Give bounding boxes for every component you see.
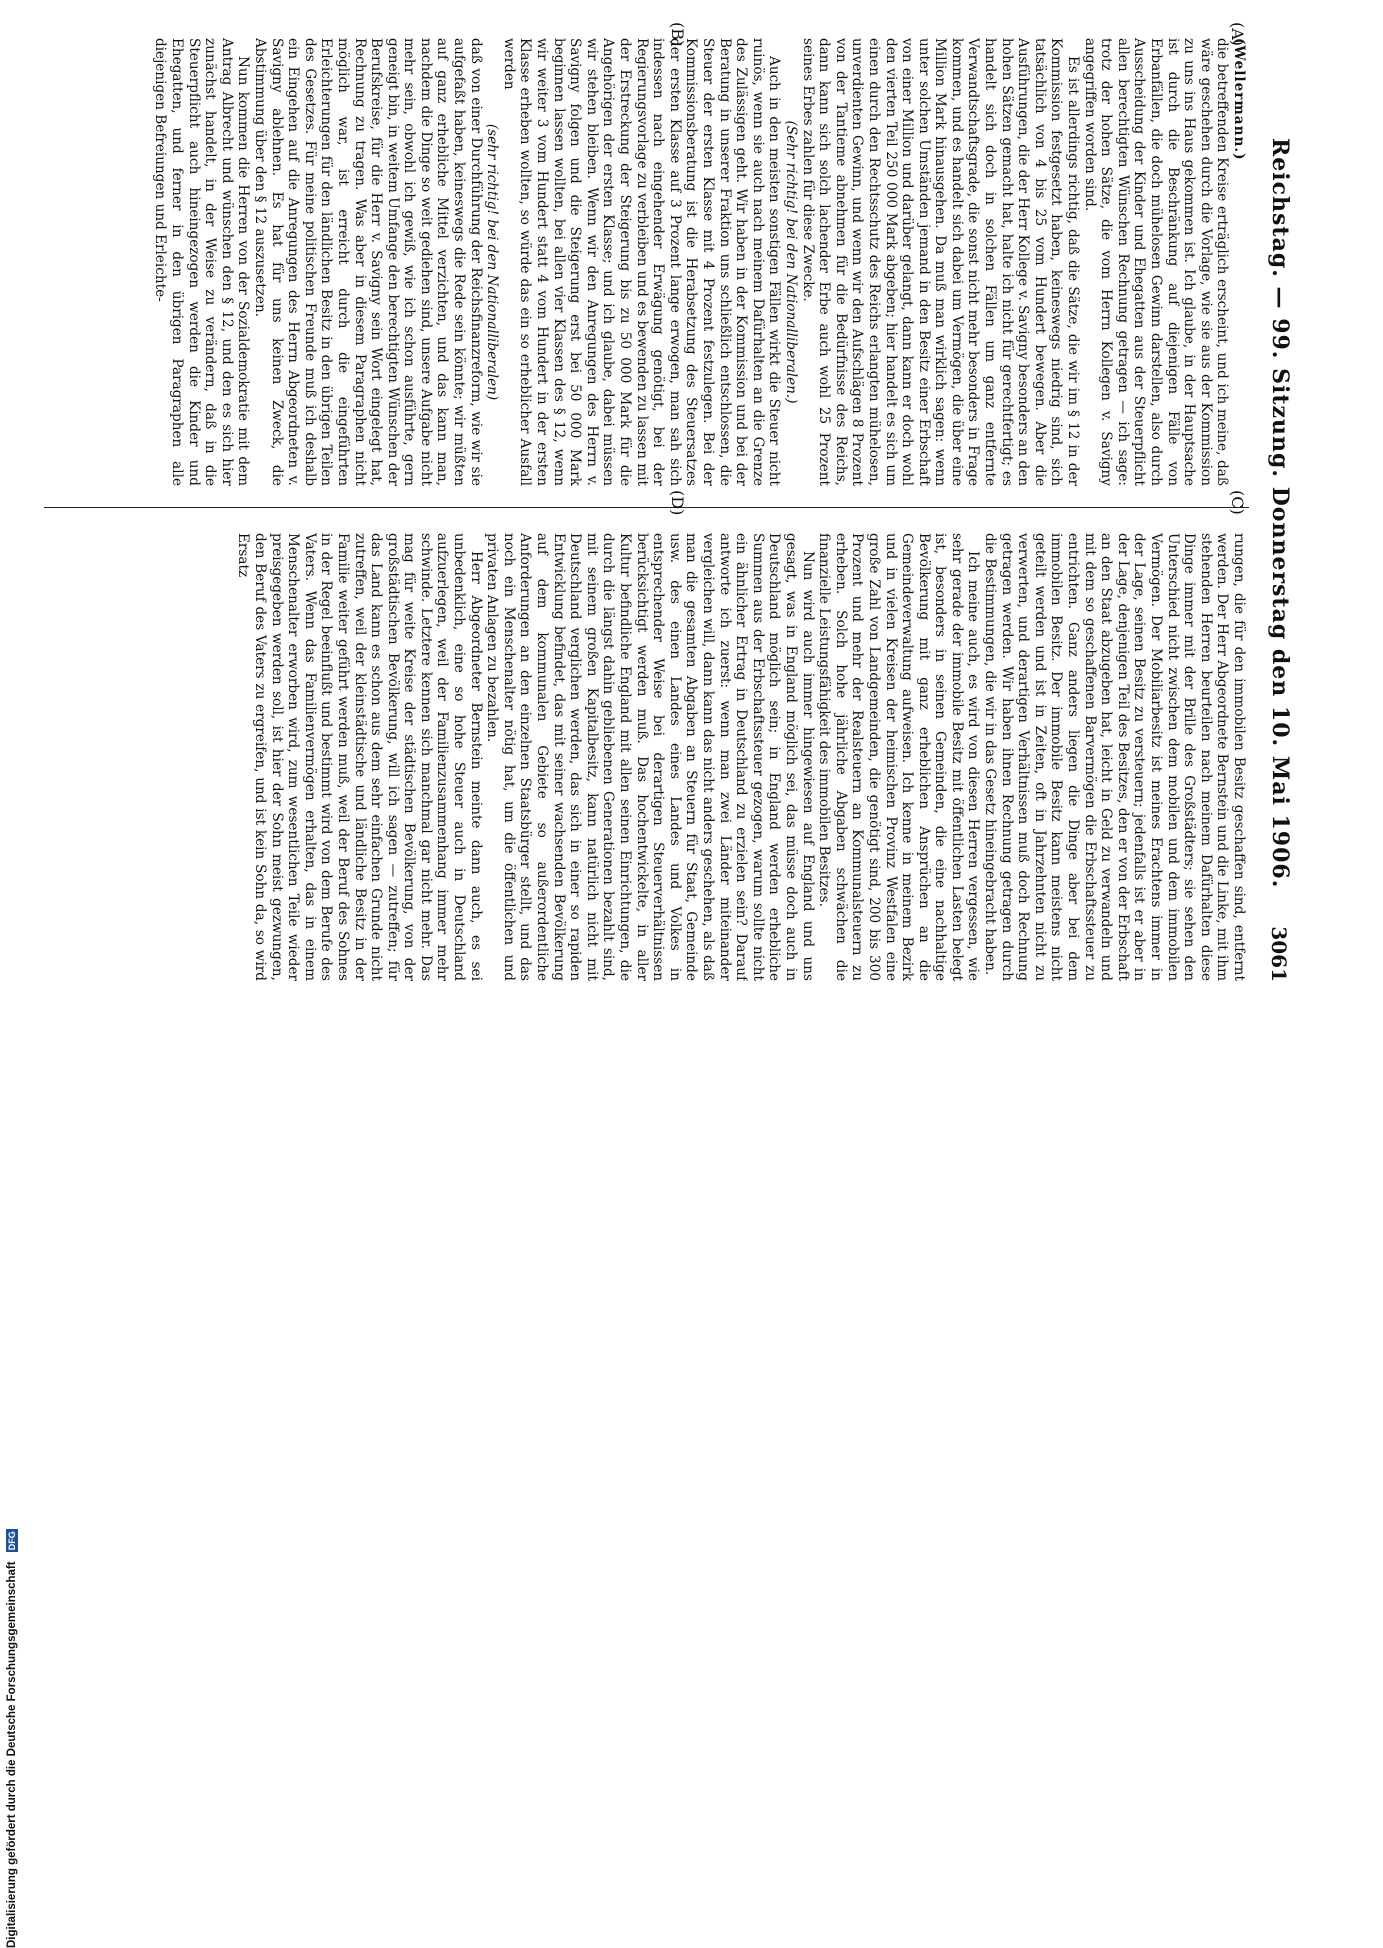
margin-mark-b: (B) xyxy=(668,22,687,47)
column-divider xyxy=(44,507,1249,508)
interjection: (sehr richtig! bei den Nationalliberalen) xyxy=(484,123,501,401)
interjection: (Sehr richtig! bei den Nationalliberalen.) xyxy=(782,120,799,404)
paragraph: Ich meine auch, es wird von diesen Herren vergessen, wie sehr gerade der immobile Besitz mit öffentlichen Lasten belegt ist, besonders in seinen Gemeinden, die eine nachhaltige Bevölkerung mit ganz erheblichen Ansprüchen an die Gemeindeverwaltung aufweisen. Ich kenne in meinem Bezirk und in vielen Kreisen der heimischen Provinz Westfalen eine große Zahl von Landgemeinden, die genötigt sind, 200 bis 300 Prozent und mehr der Realsteuern an Kommunalsteuern zu erheben. Solch hohe jährliche Abgaben schwächen die finanzielle Leistungsfähigkeit des immobilen Besitzes. xyxy=(816,533,982,981)
paragraph: Nun wird auch immer hingewiesen auf England und uns gesagt, was in England möglich sei, das müsse doch auch in Deutschland möglich sein; in England werden erhebliche Summen aus der Erbschaftssteuer gezogen, warum sollte nicht ein ähnlicher Ertrag in Deutschland zu erzielen sein? Darauf antworte ich zuerst: wenn man zwei Länder miteinander vergleichen will, dann kann das nicht anders geschehen, als daß man die gesamten Abgaben an Steuern für Staat, Gemeinde usw. des einen Landes eines Landes und Volkes in entsprechender Weise bei derartigen Steuerverhältnissen berücksichtigt werden muß. Das hochentwickelte, in aller Kultur befindliche England mit allen seinen Einrichtungen, die durch die längst dahin gebliebenen Generationen bezahlt sind, mit seinem großen Kapitalbesitz, kann natürlich nicht mit Deutschland verglichen werden, das sich in einer so rapiden Entwicklung befindet, das mit seiner wachsenden Bevölkerung auf dem kommunalen Gebiete so außerordentliche Anforderungen an den einzelnen Staatsbürger stellt, und das noch ein Menschenalter nötig hat, um die öffentlichen und privaten Anlagen zu bezahlen. xyxy=(484,533,816,981)
paragraph: Auch in den meisten sonstigen Fällen wirkt die Steuer nicht ruinös, wenn sie auch nach meinem Dafürhalten an die Grenze des Zulässigen geht. Wir haben in der Kommission und bei der Beratung in unserer Fraktion uns schließlich entschlossen, die Steuer der ersten Klasse mit 4 Prozent festzulegen. Bei der Kommissionsberatung ist die Herabsetzung des Steuersatzes der ersten Klasse auf 3 Prozent lange erwogen, man sah sich indessen nach eingehender Erwägung genötigt, bei der Regierungsvorlage zu verbleiben und es bewenden zu lassen mit der Erstreckung der Steigerung bis zu 50 000 Mark für die Angehörigen der ersten Klasse; und ich glaube, dabei müssen wir stehen bleiben. Wenn wir den Anregungen des Herrn v. Savigny folgen und die Steigerung erst bei 50 000 Mark beginnen lassen wollten, bei allen vier Klassen des § 12, wenn wir weiter 3 vom Hundert statt 4 vom Hundert in der ersten Klasse erheben wollten, so würde das ein so erheblicher Ausfall werden xyxy=(500,38,783,486)
page-number: 3061 xyxy=(1267,926,1291,982)
paragraph: Herr Abgeordneter Bernstein meinte dann auch, es sei unbedenklich, eine so hohe Steuer auch in Deutschland aufzuerlegen, weil der Familienzusammenhang immer mehr schwinde. Letztere kennen sich manchmal gar nicht mehr. Das mag für weite Kreise der städtischen Bevölkerung, von der großstädtischen Bevölkerung, will ich sagen — zutreffen; für das Land kann es schon aus dem sehr einfachen Grunde nicht zutreffen, weil der kleinstädtische und ländliche Besitz in der Familie weiter geführt werden muß, weil der Beruf des Sohnes in der Regel beeinflußt und bestimmt wird von dem Berufe des Vaters. Wenn das Familienvermögen erhalten, das in einem Menschenalter erworben wird, zum wesentlichen Teile wieder preisgegeben werden soll, ist hier der Sohn meist gezwungen, den Beruf des Vaters zu ergreifen, und ist kein Sohn da, so wird Ersatz xyxy=(235,533,484,981)
paragraph: rungen, die für den immobilen Besitz geschaffen sind, entfernt werden. Der Herr Abgeordnete Bernstein und die Linke, mit ihm stehenden Herren beurteilen nach meinem Dafürhalten diese Dinge immer mit der Brille des Großstädters; sie sehen den Unterschied nicht zwischen dem mobilen und dem immobilen Vermögen. Der Mobiliarbesitz ist meines Erachtens immer in der Lage, seinen Besitz zu versteuern; jedenfalls ist er aber in der Lage, denjenigen Teil des Besitzes, den er von der Erbschaft an den Staat abzugeben hat, leicht in Geld zu verwandeln und mit dem so geschaffenen Barvermögen die Erbschaftssteuer zu entrichten. Ganz anders liegen die Dinge aber bei dem immobilen Besitz. Der immobile Besitz kann meistens nicht geteilt werden und ist in Zeiten, oft in Jahrzehnten nicht zu verwerten, und derartigen Verhältnissen muß doch Rechnung getragen werden. Wir haben ihnen Rechnung getragen durch die Bestimmungen, die wir in das Gesetz hineingebracht haben. xyxy=(982,533,1247,981)
rotated-page xyxy=(42,22,1297,988)
left-column xyxy=(42,38,1247,486)
margin-mark-c: (C) xyxy=(1228,490,1247,515)
footer-text: Digitalisierung gefördert durch die Deutsche Forschungsgemeinschaft xyxy=(6,1561,18,1948)
speaker-name: (Wellermann.) xyxy=(1231,38,1247,161)
margin-mark-d: (D) xyxy=(668,490,687,516)
right-column xyxy=(42,533,1247,981)
paragraph: Nun kommen die Herren von der Sozialdemokratie mit dem Antrag Albrecht und wünschen den § 12, und den es sich hier zunächst handelt, in der Weise zu verändern, daß in die Steuerpflicht auch hineingezogen werden die Kinder und Ehegatten, und ferner in den übrigen Paragraphen alle diejenigen Befreiungen und Erleichte- xyxy=(152,38,252,486)
running-title: Reichstag. — 99. Sitzung. Donnerstag den 10. Mai 1906. xyxy=(1267,138,1293,889)
margin-mark-a: (A) xyxy=(1228,22,1247,47)
paragraph: die betreffenden Kreise erträglich erscheint, und ich meine, daß wäre geschehen durch die Vorlage, wie sie aus der Kommission zu uns ins Haus gekommen ist. Ich glaube, in der Hauptsache ist durch die Beschränkung auf diejenigen Fälle von Erbanfällen, die doch mühelosen Gewinn darstellen, also durch Ausscheidung der Kinder und Ehegatten aus der Steuerpflicht allen berechtigten Wünschen Rechnung getragen — ich sage: trotz der hohen Sätze, die vom Herrn Kollegen v. Savigny angegriffen worden sind. xyxy=(1081,38,1231,486)
paragraph: daß von einer Durchführung der Reichsfinanzreform, wie wir sie aufgefaßt haben, keineswegs die Rede sein könnte; wir müßten auf ganz erhebliche Mittel verzichten, und das kann man, nachdem die Dinge so weit gediehen sind, unsere Aufgabe nicht mehr sein, obwohl ich gewiß, wie ich schon ausführte, gern geneigt bin, in weitem Umfange den berechtigten Wünschen der Berufskreise, für die Herr v. Savigny sein Wort eingelegt hat, Rechnung zu tragen. Was aber in diesem Paragraphen nicht möglich war, ist erreicht durch die eingeführten Erleichterungen für den ländlichen Besitz in den übrigen Teilen des Gesetzes. Für meine politischen Freunde muß ich deshalb ein Eingehen auf die Anregungen des Herrn Abgeordneten v. Savigny ablehnen. Es hat für uns keinen Zweck, die Abstimmung über den § 12 auszusetzen. xyxy=(251,38,484,486)
dfg-logo: DFG xyxy=(7,1531,17,1551)
page-header xyxy=(1259,28,1297,988)
paragraph: Es ist allerdings richtig, daß die Sätze, die wir im § 12 in der Kommission festgesetzt haben, keineswegs niedrig sind, sich tatsächlich von 4 bis 25 vom Hundert bewegen. Aber die Ausführungen, die der Herr Kollege v. Savigny besonders an den hohen Sätzen gemacht hat, halte ich nicht für gerechtfertigt; es handelt sich doch in solchen Fällen um ganz entfernte Verwandtschaftsgrade, die sonst nicht mehr besonders in Frage kommen, und es handelt sich dabei um Vermögen, die über eine Million Mark hinausgehen. Da muß man wirklich sagen: wenn unter solchen Umständen jemand in den Besitz einer Erbschaft von einer Million und darüber gelangt, dann kann er doch wohl den vierten Teil 250 000 Mark abgeben; hier handelt es sich um einen durch den Rechtsschutz des Reichs erlangten mühelosen, unverdienten Gewinn, und wenn wir den Aufschlägen 8 Prozent von der Tantieme abnehmen für die Bedürfnisse des Reichs, dann kann sich solch lachender Erbe auch wohl 25 Prozent seines Erbes zahlen für diese Zwecke. xyxy=(799,38,1082,486)
